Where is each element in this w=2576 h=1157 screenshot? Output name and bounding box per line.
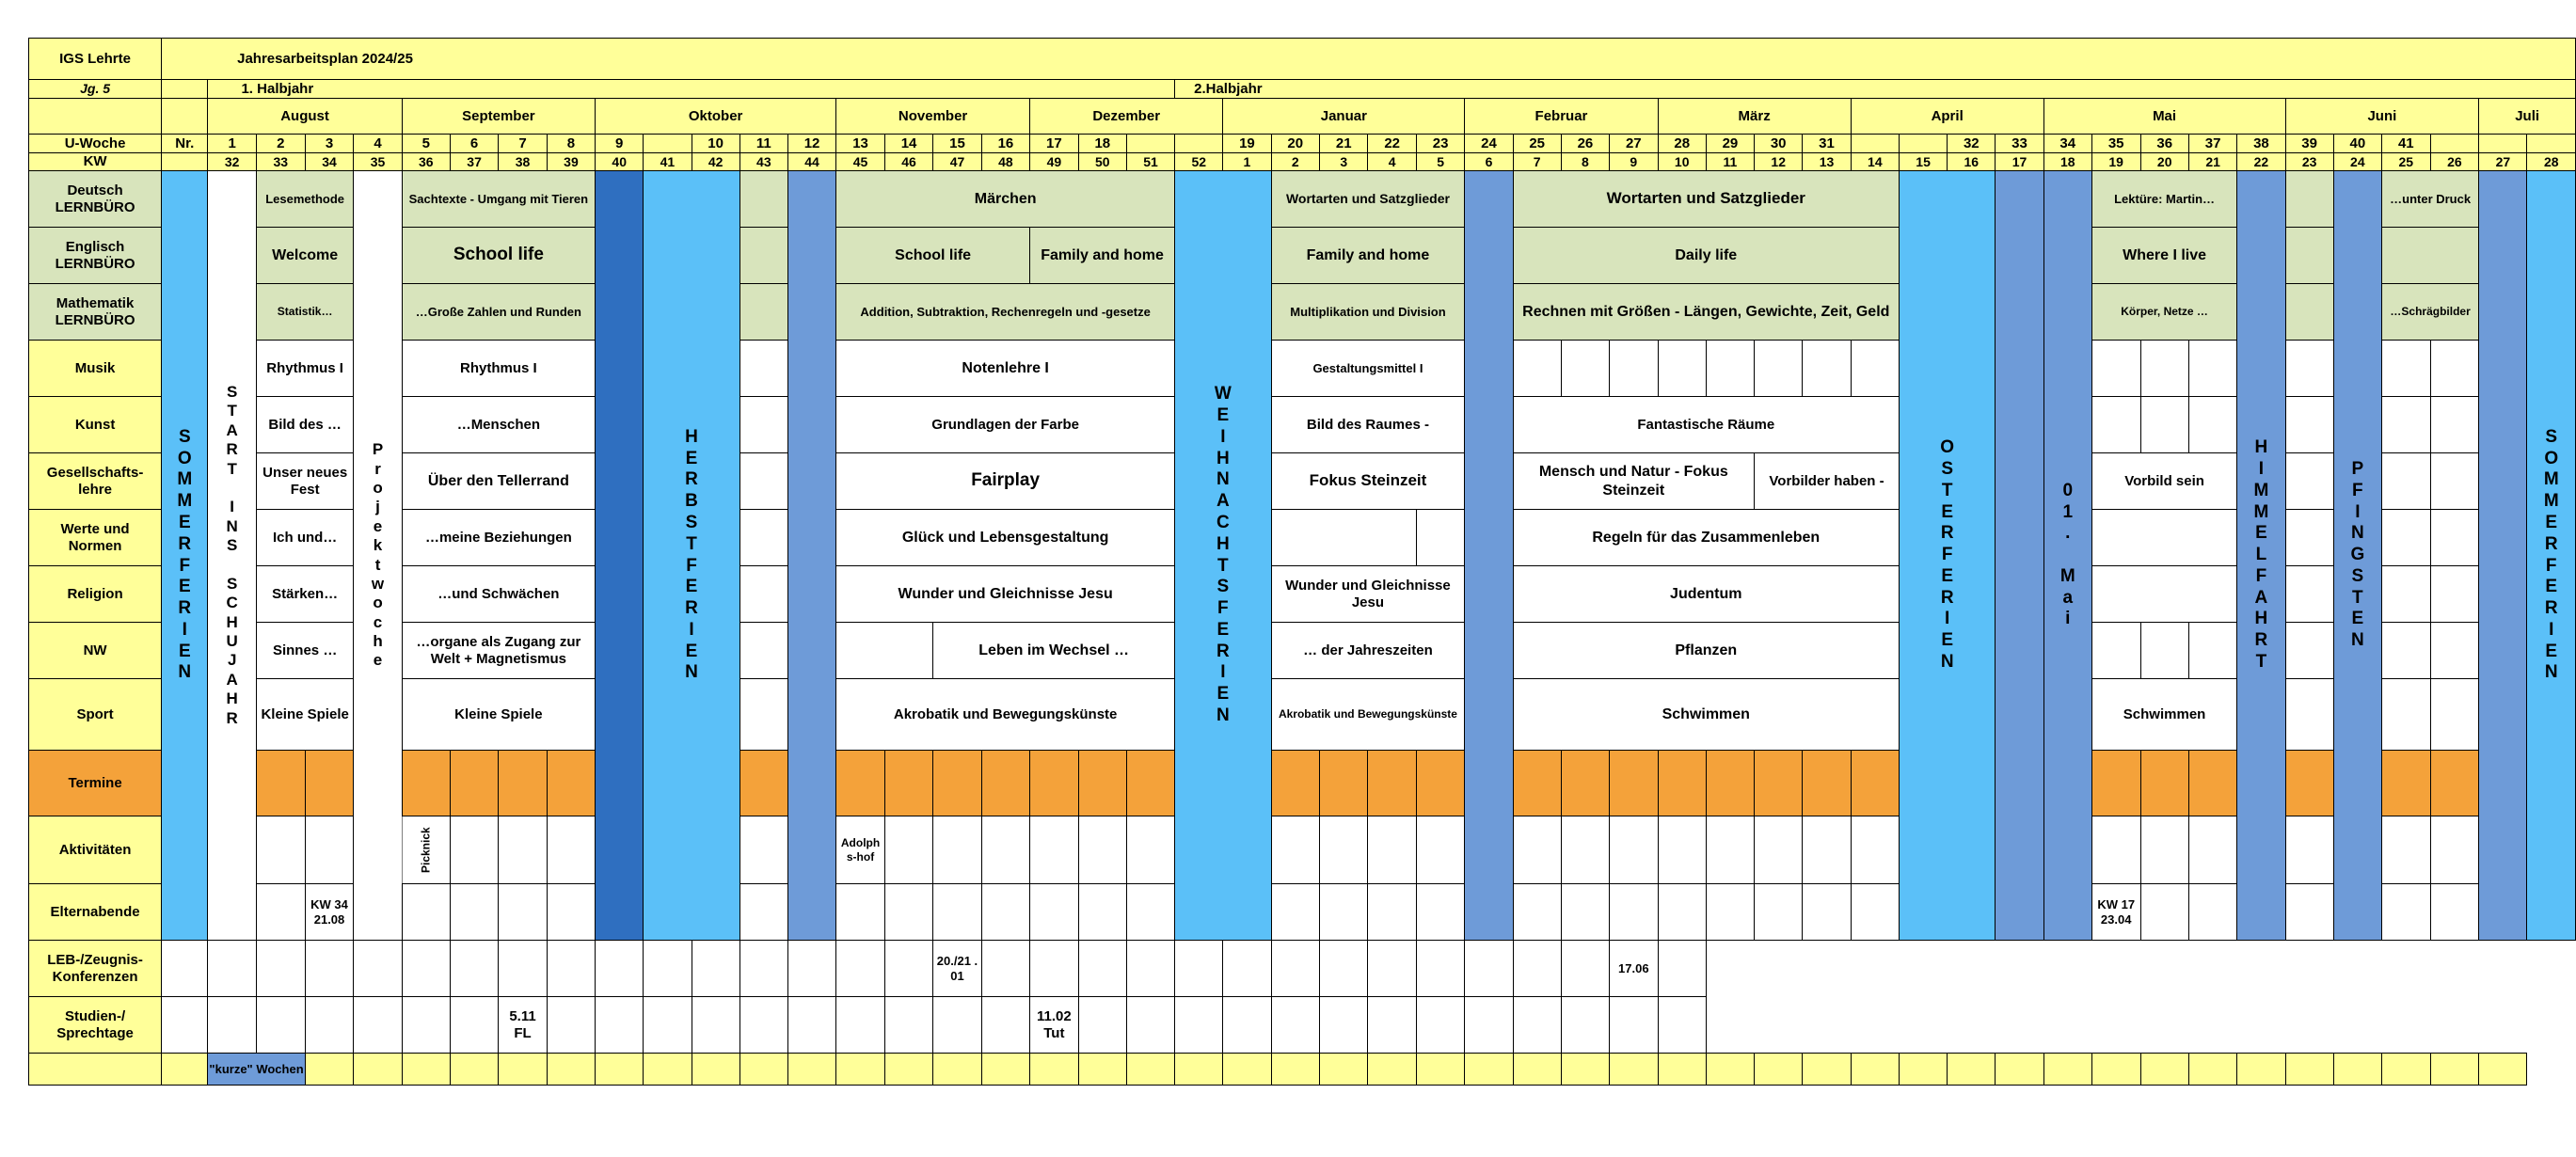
row-label-werte-normen: Werte und Normen bbox=[29, 510, 162, 566]
kw-cell: 19 bbox=[2091, 153, 2140, 171]
grade-label: Jg. 5 bbox=[29, 80, 162, 99]
englisch-school-life-2: School life bbox=[836, 228, 1030, 284]
uwoche-cell: 13 bbox=[836, 135, 885, 153]
uwoche-cell: 30 bbox=[1755, 135, 1803, 153]
kw-cell: 1 bbox=[1223, 153, 1271, 171]
uwoche-cell: 23 bbox=[1416, 135, 1464, 153]
row-label-leb-konferenzen: LEB-/Zeugnis- Konferenzen bbox=[29, 941, 162, 997]
uwoche-cell: 37 bbox=[2188, 135, 2236, 153]
uwoche-cell: 19 bbox=[1223, 135, 1271, 153]
englisch-school-life: School life bbox=[402, 228, 595, 284]
kw-cell: 38 bbox=[499, 153, 548, 171]
kw-cell: 17 bbox=[1996, 153, 2043, 171]
nw-leben-wechsel: Leben im Wechsel … bbox=[933, 623, 1175, 679]
ferien-kw44 bbox=[787, 171, 835, 941]
ferien-kw17 bbox=[1996, 171, 2043, 941]
month-dezember: Dezember bbox=[1030, 99, 1223, 135]
nw-pflanzen: Pflanzen bbox=[1513, 623, 1899, 679]
row-label-englisch: Englisch LERNBÜRO bbox=[29, 228, 162, 284]
mathe-multiplikation: Multiplikation und Division bbox=[1271, 284, 1465, 341]
englisch-family-home-2: Family and home bbox=[1271, 228, 1465, 284]
uwoche-cell: 6 bbox=[450, 135, 498, 153]
row-label-nw: NW bbox=[29, 623, 162, 679]
kw-cell: 2 bbox=[1271, 153, 1319, 171]
sommerferien-column-2: S O M M E R F E R I E N bbox=[2527, 171, 2576, 941]
englisch-where-i-live: Where I live bbox=[2091, 228, 2236, 284]
deutsch-wortarten-1: Wortarten und Satzglieder bbox=[1271, 171, 1465, 228]
musik-rhythmus-2: Rhythmus I bbox=[402, 341, 595, 397]
uwoche-cell: 11 bbox=[739, 135, 787, 153]
kw-cell: 45 bbox=[836, 153, 885, 171]
nr-label: Nr. bbox=[162, 135, 208, 153]
uwoche-cell: 2 bbox=[256, 135, 305, 153]
month-april: April bbox=[1851, 99, 2043, 135]
month-oktober: Oktober bbox=[596, 99, 836, 135]
uwoche-cell: 27 bbox=[1610, 135, 1659, 153]
uwoche-cell bbox=[1126, 135, 1174, 153]
kw-cell: 23 bbox=[2285, 153, 2333, 171]
kunst-menschen: …Menschen bbox=[402, 397, 595, 453]
mathe-schraegbilder: …Schrägbilder bbox=[2381, 284, 2478, 341]
row-label-mathematik: Mathematik LERNBÜRO bbox=[29, 284, 162, 341]
wn-ich-und: Ich und… bbox=[256, 510, 354, 566]
kw-cell: 32 bbox=[208, 153, 256, 171]
musik-notenlehre: Notenlehre I bbox=[836, 341, 1175, 397]
kw-cell: 24 bbox=[2333, 153, 2381, 171]
uwoche-cell: 21 bbox=[1320, 135, 1368, 153]
mathe-statistik: Statistik… bbox=[256, 284, 354, 341]
row-label-elternabende: Elternabende bbox=[29, 884, 162, 941]
kunst-bild-des: Bild des … bbox=[256, 397, 354, 453]
sommerferien-column: S O M M E R F E R I E N bbox=[162, 171, 208, 941]
wn-beziehungen: …meine Beziehungen bbox=[402, 510, 595, 566]
gl-vorbild-sein: Vorbild sein bbox=[2091, 453, 2236, 510]
uwoche-cell: 5 bbox=[402, 135, 450, 153]
uwoche-cell: 32 bbox=[1948, 135, 1996, 153]
englisch-welcome: Welcome bbox=[256, 228, 354, 284]
uwoche-cell: 15 bbox=[933, 135, 982, 153]
weihnachtsferien-column: W E I H N A C H T S F E R I E N bbox=[1175, 171, 1271, 941]
religion-wunder-1: Wunder und Gleichnisse Jesu bbox=[836, 566, 1175, 623]
kw-cell: 51 bbox=[1126, 153, 1174, 171]
row-label-gesellschaftslehre: Gesellschafts- lehre bbox=[29, 453, 162, 510]
religion-wunder-2: Wunder und Gleichnisse Jesu bbox=[1271, 566, 1465, 623]
uwoche-cell bbox=[1851, 135, 1899, 153]
musik-gestaltungsmittel: Gestaltungsmittel I bbox=[1271, 341, 1465, 397]
englisch-family-home: Family and home bbox=[1030, 228, 1175, 284]
kunst-farbe: Grundlagen der Farbe bbox=[836, 397, 1175, 453]
uwoche-cell: 20 bbox=[1271, 135, 1319, 153]
sprechtag-februar: 11.02 Tut bbox=[1030, 997, 1079, 1054]
religion-staerken: Stärken… bbox=[256, 566, 354, 623]
aktivitaet-picknick: Picknick bbox=[402, 816, 450, 884]
leb-konferenz-juni: 17.06 bbox=[1610, 941, 1659, 997]
pfingsten-column: P F I N G S T E N bbox=[2333, 171, 2381, 941]
elternabend-kw17: KW 17 23.04 bbox=[2091, 884, 2140, 941]
uwoche-cell: 31 bbox=[1803, 135, 1851, 153]
month-august: August bbox=[208, 99, 402, 135]
erster-mai-column: 0 1 . M a i bbox=[2043, 171, 2091, 941]
kw-cell: 50 bbox=[1078, 153, 1126, 171]
month-februar: Februar bbox=[1465, 99, 1658, 135]
uwoche-cell: 17 bbox=[1030, 135, 1079, 153]
kw-cell: 25 bbox=[2381, 153, 2430, 171]
kw-cell: 33 bbox=[256, 153, 305, 171]
row-label-termine: Termine bbox=[29, 751, 162, 816]
half-year-1: 1. Halbjahr bbox=[208, 80, 1175, 99]
kw-cell: 48 bbox=[981, 153, 1029, 171]
kw-cell: 7 bbox=[1513, 153, 1561, 171]
half-year-2: 2.Halbjahr bbox=[1175, 80, 2576, 99]
kw-cell: 49 bbox=[1030, 153, 1079, 171]
uwoche-cell: 7 bbox=[499, 135, 548, 153]
kw-cell: 15 bbox=[1899, 153, 1947, 171]
month-juni: Juni bbox=[2285, 99, 2479, 135]
kw-cell: 6 bbox=[1465, 153, 1513, 171]
mathe-addition: Addition, Subtraktion, Rechenregeln und -gesetze bbox=[836, 284, 1175, 341]
herbstferien-column: H E R B S T F E R I E N bbox=[644, 171, 739, 941]
uwoche-cell: 28 bbox=[1658, 135, 1706, 153]
uwoche-cell: 14 bbox=[884, 135, 932, 153]
uwoche-cell bbox=[2479, 135, 2527, 153]
kw-cell: 22 bbox=[2237, 153, 2285, 171]
gl-vorbilder-haben: Vorbilder haben - bbox=[1755, 453, 1900, 510]
kw-cell: 42 bbox=[692, 153, 739, 171]
kw-cell: 16 bbox=[1948, 153, 1996, 171]
kw-cell: 43 bbox=[739, 153, 787, 171]
month-september: September bbox=[402, 99, 595, 135]
uwoche-cell: 35 bbox=[2091, 135, 2140, 153]
englisch-daily-life: Daily life bbox=[1513, 228, 1899, 284]
deutsch-sachtexte: Sachtexte - Umgang mit Tieren bbox=[402, 171, 595, 228]
gl-fairplay: Fairplay bbox=[836, 453, 1175, 510]
kw-cell: 34 bbox=[305, 153, 354, 171]
plan-title: Jahresarbeitsplan 2024/25 bbox=[162, 39, 2576, 80]
wn-regeln: Regeln für das Zusammenleben bbox=[1513, 510, 1899, 566]
uwoche-cell: 41 bbox=[2381, 135, 2430, 153]
row-label-deutsch: Deutsch LERNBÜRO bbox=[29, 171, 162, 228]
uwoche-cell: 33 bbox=[1996, 135, 2043, 153]
nw-organe: …organe als Zugang zur Welt + Magnetismus bbox=[402, 623, 595, 679]
uwoche-label: U-Woche bbox=[29, 135, 162, 153]
kw-cell: 26 bbox=[2430, 153, 2479, 171]
uwoche-cell: 40 bbox=[2333, 135, 2381, 153]
uwoche-cell: 26 bbox=[1561, 135, 1609, 153]
uwoche-cell: 38 bbox=[2237, 135, 2285, 153]
month-maerz: März bbox=[1658, 99, 1851, 135]
musik-rhythmus-1: Rhythmus I bbox=[256, 341, 354, 397]
uwoche-cell: 18 bbox=[1078, 135, 1126, 153]
osterferien-column: O S T E R F E R I E N bbox=[1899, 171, 1995, 941]
kunst-raum: Bild des Raumes - bbox=[1271, 397, 1465, 453]
sport-akrobatik-2: Akrobatik und Bewegungskünste bbox=[1271, 679, 1465, 751]
uwoche-cell bbox=[644, 135, 692, 153]
kw-cell: 28 bbox=[2527, 153, 2576, 171]
kw-cell: 9 bbox=[1610, 153, 1659, 171]
uwoche-cell: 29 bbox=[1706, 135, 1754, 153]
kw-cell: 27 bbox=[2479, 153, 2527, 171]
uwoche-cell bbox=[1899, 135, 1947, 153]
deutsch-maerchen: Märchen bbox=[836, 171, 1175, 228]
uwoche-cell: 9 bbox=[596, 135, 644, 153]
kw-cell: 14 bbox=[1851, 153, 1899, 171]
kw-cell: 12 bbox=[1755, 153, 1803, 171]
sport-schwimmen-1: Schwimmen bbox=[1513, 679, 1899, 751]
ferien-kw27 bbox=[2479, 171, 2527, 941]
leb-konferenz-januar: 20./21 . 01 bbox=[933, 941, 982, 997]
row-label-musik: Musik bbox=[29, 341, 162, 397]
kw-cell: 36 bbox=[402, 153, 450, 171]
kw-cell: 11 bbox=[1706, 153, 1754, 171]
kw-cell: 46 bbox=[884, 153, 932, 171]
ferien-kw40 bbox=[596, 171, 644, 941]
kw-cell: 37 bbox=[450, 153, 498, 171]
projektwoche-column: P r o j e k t w o c h e bbox=[354, 171, 402, 941]
elternabend-kw34: KW 34 21.08 bbox=[305, 884, 354, 941]
kw-cell: 3 bbox=[1320, 153, 1368, 171]
jahresarbeitsplan-table bbox=[28, 38, 2576, 1086]
wn-glueck: Glück und Lebensgestaltung bbox=[836, 510, 1175, 566]
kw-cell: 18 bbox=[2043, 153, 2091, 171]
uwoche-cell: 39 bbox=[2285, 135, 2333, 153]
uwoche-cell: 16 bbox=[981, 135, 1029, 153]
sport-akrobatik-1: Akrobatik und Bewegungskünste bbox=[836, 679, 1175, 751]
kw-cell: 20 bbox=[2140, 153, 2188, 171]
sport-kleine-spiele-1: Kleine Spiele bbox=[256, 679, 354, 751]
kw-cell: 10 bbox=[1658, 153, 1706, 171]
month-mai: Mai bbox=[2043, 99, 2285, 135]
nw-jahreszeiten: … der Jahreszeiten bbox=[1271, 623, 1465, 679]
kw-cell: 13 bbox=[1803, 153, 1851, 171]
uwoche-cell: 4 bbox=[354, 135, 402, 153]
uwoche-cell: 36 bbox=[2140, 135, 2188, 153]
kunst-fantastische-raeume: Fantastische Räume bbox=[1513, 397, 1899, 453]
religion-judentum: Judentum bbox=[1513, 566, 1899, 623]
month-januar: Januar bbox=[1223, 99, 1465, 135]
mathe-grosse-zahlen: …Große Zahlen und Runden bbox=[402, 284, 595, 341]
deutsch-unter-druck: …unter Druck bbox=[2381, 171, 2478, 228]
kw-cell: 39 bbox=[547, 153, 595, 171]
uwoche-cell: 8 bbox=[547, 135, 595, 153]
kurze-wochen-note: "kurze" Wochen bbox=[208, 1054, 305, 1086]
uwoche-cell bbox=[1175, 135, 1223, 153]
kw-cell: 44 bbox=[787, 153, 835, 171]
uwoche-cell: 3 bbox=[305, 135, 354, 153]
uwoche-cell: 22 bbox=[1368, 135, 1416, 153]
himmelfahrt-column: H I M M E L F A H R T bbox=[2237, 171, 2285, 941]
mathe-koerper: Körper, Netze … bbox=[2091, 284, 2236, 341]
row-label-kunst: Kunst bbox=[29, 397, 162, 453]
month-juli: Juli bbox=[2479, 99, 2576, 135]
gl-neues-fest: Unser neues Fest bbox=[256, 453, 354, 510]
gl-mensch-natur: Mensch und Natur - Fokus Steinzeit bbox=[1513, 453, 1754, 510]
uwoche-cell: 12 bbox=[787, 135, 835, 153]
school-name: IGS Lehrte bbox=[29, 39, 162, 80]
kw-label: KW bbox=[29, 153, 162, 171]
gl-tellerrand: Über den Tellerrand bbox=[402, 453, 595, 510]
deutsch-lektuere: Lektüre: Martin… bbox=[2091, 171, 2236, 228]
row-label-religion: Religion bbox=[29, 566, 162, 623]
aktivitaet-adolphshof: Adolph s-hof bbox=[836, 816, 885, 884]
mathe-groessen: Rechnen mit Größen - Längen, Gewichte, Zeit, Geld bbox=[1513, 284, 1899, 341]
row-label-sport: Sport bbox=[29, 679, 162, 751]
ferien-kw6 bbox=[1465, 171, 1513, 941]
kw-cell: 5 bbox=[1416, 153, 1464, 171]
row-label-studientage: Studien-/ Sprechtage bbox=[29, 997, 162, 1054]
religion-schwaechen: …und Schwächen bbox=[402, 566, 595, 623]
studientag-november: 5.11 FL bbox=[499, 997, 548, 1054]
nw-sinnes: Sinnes … bbox=[256, 623, 354, 679]
kw-cell: 21 bbox=[2188, 153, 2236, 171]
kw-cell: 52 bbox=[1175, 153, 1223, 171]
row-label-aktivitaeten: Aktivitäten bbox=[29, 816, 162, 884]
deutsch-wortarten-2: Wortarten und Satzglieder bbox=[1513, 171, 1899, 228]
kw-cell: 35 bbox=[354, 153, 402, 171]
uwoche-cell: 10 bbox=[692, 135, 739, 153]
gl-fokus-steinzeit: Fokus Steinzeit bbox=[1271, 453, 1465, 510]
month-november: November bbox=[836, 99, 1030, 135]
deutsch-lesemethode: Lesemethode bbox=[256, 171, 354, 228]
kw-cell: 4 bbox=[1368, 153, 1416, 171]
kw-cell: 8 bbox=[1561, 153, 1609, 171]
uwoche-cell: 24 bbox=[1465, 135, 1513, 153]
uwoche-cell: 34 bbox=[2043, 135, 2091, 153]
kw-cell: 41 bbox=[644, 153, 692, 171]
start-schuljahr-column: S T A R T I N S S C H U J A H R bbox=[208, 171, 256, 941]
uwoche-cell bbox=[2430, 135, 2479, 153]
kw-cell: 40 bbox=[596, 153, 644, 171]
sport-schwimmen-2: Schwimmen bbox=[2091, 679, 2236, 751]
sport-kleine-spiele-2: Kleine Spiele bbox=[402, 679, 595, 751]
uwoche-cell: 25 bbox=[1513, 135, 1561, 153]
kw-cell: 47 bbox=[933, 153, 982, 171]
uwoche-cell: 1 bbox=[208, 135, 256, 153]
